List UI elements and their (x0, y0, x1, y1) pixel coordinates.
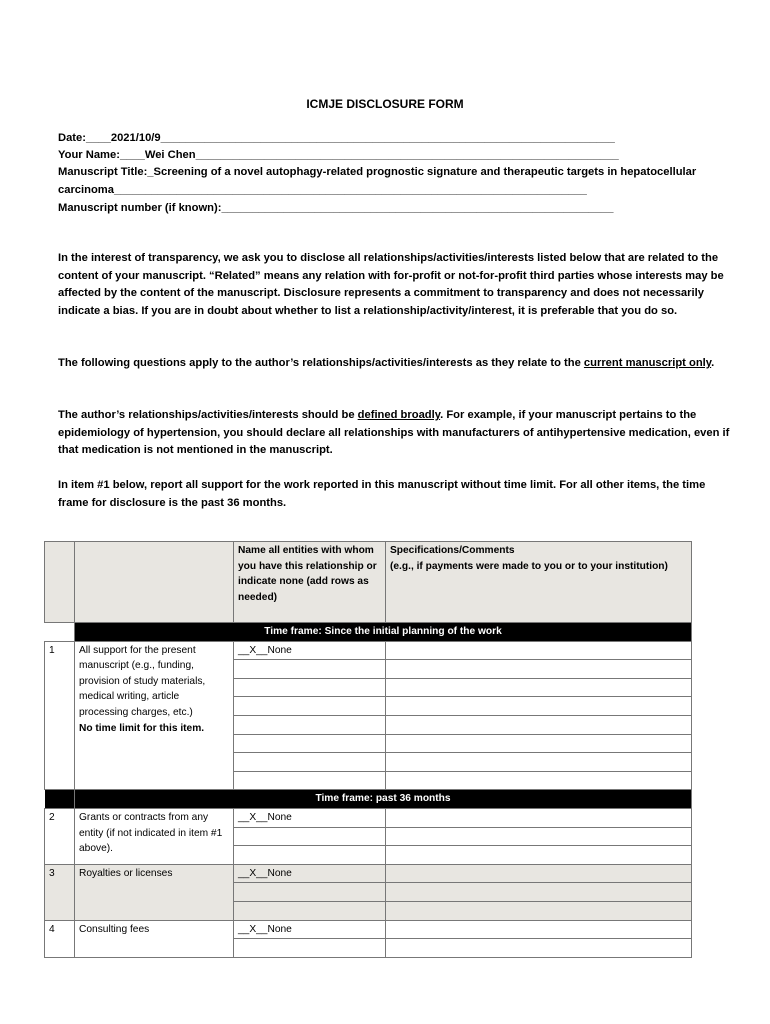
broad-underline: defined broadly (357, 409, 441, 421)
comment-entry[interactable] (386, 715, 692, 734)
disclosure-table (44, 541, 692, 958)
entity-entry[interactable] (234, 697, 386, 716)
entity-entry[interactable]: __X__None (234, 808, 386, 827)
comment-entry[interactable] (386, 864, 692, 883)
scope-underline: current manuscript only (583, 357, 712, 369)
header-comments-cell (386, 542, 692, 623)
item-label: Consulting fees (75, 920, 234, 957)
entity-entry[interactable] (234, 883, 386, 902)
item-number: 2 (45, 808, 75, 864)
item-label: Grants or contracts from any entity (if not indicated in item #1 above). (75, 808, 234, 864)
comment-entry[interactable] (386, 660, 692, 679)
header-comments-title: Specifications/Comments (390, 545, 515, 556)
scope-paragraph (58, 355, 733, 373)
time-frame-band-1 (45, 623, 692, 642)
form-title: ICMJE DISCLOSURE FORM (306, 97, 464, 111)
manuscript-title-field-continued[interactable]: carcinoma____________________________________________________________________________ (58, 184, 587, 196)
band-spacer (45, 790, 75, 809)
entity-entry[interactable] (234, 734, 386, 753)
header-num-cell (45, 542, 75, 623)
entity-entry[interactable] (234, 846, 386, 865)
comment-entry[interactable] (386, 697, 692, 716)
broad-end: . For example, if your manuscript pertains to the epidemiology of hypertension, you should declare all relationships with manufacturers of antihypertensive medication, even if that medication is not mentioned in the manuscript. (58, 409, 730, 456)
comment-entry[interactable] (386, 808, 692, 827)
item-label-bold: No time limit for this item. (79, 722, 205, 734)
band-spacer (45, 623, 75, 642)
entity-entry[interactable] (234, 939, 386, 958)
header-comments-note: (e.g., if payments were made to you or to your institution) (390, 560, 668, 572)
transparency-paragraph: In the interest of transparency, we ask you to disclose all relationships/activities/interests listed below that are related to the content of your manuscript. “Related” means any relation with for-profit or not-for-profit third parties whose interests may be affected by the content of the manuscript. Disclosure represents a commitment to transparency and does not necessarily indicate a bias. If you are in doubt about whether to list a relationship/activity/interest, it is preferable that you do so. (58, 252, 724, 317)
date-field[interactable]: Date:____2021/10/9_________________________________________________________________________ (58, 132, 615, 144)
time-frame-band-2-label: Time frame: past 36 months (75, 790, 692, 809)
comment-entry[interactable] (386, 901, 692, 920)
manuscript-title-field[interactable]: Manuscript Title:_Screening of a novel autophagy-related prognostic signature and therapeutic targets in hepatocellular (58, 166, 697, 178)
comment-entry[interactable] (386, 678, 692, 697)
name-field[interactable]: Your Name:____Wei Chen____________________________________________________________________ (58, 149, 619, 161)
table-header-row (45, 542, 692, 623)
manuscript-number-field[interactable]: Manuscript number (if known):_______________________________________________________________ (58, 202, 614, 214)
time-frame-band-2 (45, 790, 692, 809)
comment-entry[interactable] (386, 920, 692, 939)
table-row (45, 864, 692, 883)
entity-entry[interactable]: __X__None (234, 864, 386, 883)
time-frame-paragraph: In item #1 below, report all support for the work reported in this manuscript without time limit. For all other items, the time frame for disclosure is the past 36 months. (58, 479, 706, 509)
item-number: 4 (45, 920, 75, 957)
comment-entry[interactable] (386, 846, 692, 865)
comment-entry[interactable] (386, 771, 692, 790)
entity-entry[interactable] (234, 827, 386, 846)
comment-entry[interactable] (386, 734, 692, 753)
time-frame-band-1-label: Time frame: Since the initial planning of the work (75, 623, 692, 642)
item-label (75, 641, 234, 790)
header-entities-cell: Name all entities with whom you have this relationship or indicate none (add rows as needed) (234, 542, 386, 623)
comment-entry[interactable] (386, 827, 692, 846)
item-number: 1 (45, 641, 75, 790)
comment-entry[interactable] (386, 641, 692, 660)
entity-entry[interactable] (234, 678, 386, 697)
entity-entry[interactable] (234, 771, 386, 790)
comment-entry[interactable] (386, 939, 692, 958)
comment-entry[interactable] (386, 883, 692, 902)
entity-entry[interactable] (234, 901, 386, 920)
item-number: 3 (45, 864, 75, 920)
table-row (45, 920, 692, 939)
table-row (45, 808, 692, 827)
comment-entry[interactable] (386, 753, 692, 772)
entity-entry[interactable]: __X__None (234, 641, 386, 660)
item-label: Royalties or licenses (75, 864, 234, 920)
table-row (45, 641, 692, 660)
broad-text: The author’s relationships/activities/interests should be (58, 409, 358, 421)
broad-definition-paragraph (58, 407, 733, 460)
scope-text: The following questions apply to the author’s relationships/activities/interests as they relate to the (58, 357, 584, 369)
scope-end: . (711, 357, 715, 369)
item-label-text: All support for the present manuscript (e.g., funding, provision of study materials, medical writing, article processing charges, etc.) (79, 644, 206, 718)
entity-entry[interactable] (234, 715, 386, 734)
entity-entry[interactable]: __X__None (234, 920, 386, 939)
entity-entry[interactable] (234, 753, 386, 772)
header-label-cell (75, 542, 234, 623)
entity-entry[interactable] (234, 660, 386, 679)
